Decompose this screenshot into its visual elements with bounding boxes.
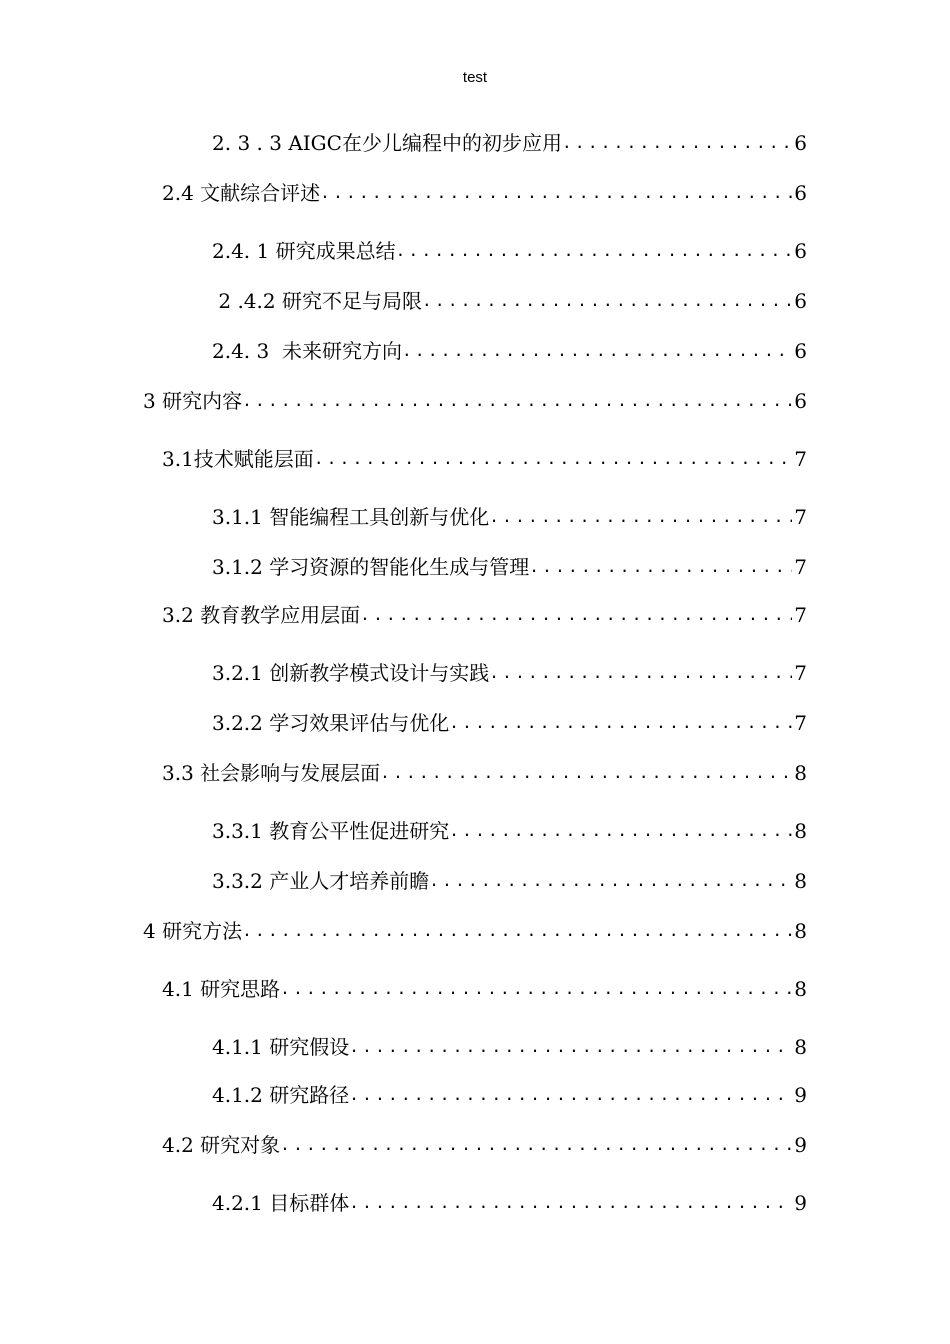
toc-dot-leader: [360, 602, 792, 628]
toc-entry[interactable]: [212, 706, 807, 736]
toc-entry[interactable]: [212, 1078, 807, 1108]
toc-entry-title: 4.1.2 研究路径: [212, 1083, 350, 1107]
toc-entry-title: 3.2.1 创新教学模式设计与实践: [212, 661, 490, 685]
toc-page-number: 8: [794, 919, 807, 943]
toc-dot-leader: [429, 868, 792, 894]
toc-entry[interactable]: [212, 864, 807, 894]
toc-page-number: 7: [794, 661, 807, 685]
toc-entry[interactable]: [212, 334, 807, 364]
toc-dot-leader: [396, 238, 793, 264]
toc-entry-title: 3.1.1 智能编程工具创新与优化: [212, 505, 490, 529]
toc-page-number: 6: [794, 131, 807, 155]
toc-entry-title: 3.2.2 学习效果评估与优化: [212, 711, 450, 735]
toc-dot-leader: [380, 760, 792, 786]
toc-entry-title: 3.3.2 产业人才培养前瞻: [212, 869, 430, 893]
toc-entry[interactable]: [212, 656, 807, 686]
toc-page-number: 9: [794, 1083, 807, 1107]
toc-page-number: 8: [794, 869, 807, 893]
toc-entry[interactable]: [143, 384, 807, 414]
toc-dot-leader: [422, 288, 792, 314]
toc-entry[interactable]: [212, 500, 807, 530]
toc-page-number: 8: [794, 977, 807, 1001]
toc-dot-leader: [349, 1082, 792, 1108]
page-header: test: [462, 69, 488, 86]
toc-dot-leader: [349, 1190, 792, 1216]
toc-page-number: 6: [794, 289, 807, 313]
toc-entry-title: 4.2 研究对象: [162, 1133, 281, 1157]
toc-dot-leader: [280, 1132, 792, 1158]
toc-entry[interactable]: [162, 598, 807, 628]
toc-entry-title: 3.1.2 学习资源的智能化生成与管理: [212, 555, 530, 579]
toc-dot-leader: [489, 504, 792, 530]
toc-entry-title: 3.2 教育教学应用层面: [162, 603, 361, 627]
toc-entry[interactable]: [212, 814, 807, 844]
toc-entry-title: 3.3.1 教育公平性促进研究: [212, 819, 450, 843]
toc-entry[interactable]: [162, 1128, 807, 1158]
toc-page-number: 7: [794, 447, 807, 471]
toc-entry[interactable]: [162, 442, 807, 472]
toc-dot-leader: [489, 660, 792, 686]
toc-entry-title: 4.2.1 目标群体: [212, 1191, 350, 1215]
toc-page-number: 6: [794, 181, 807, 205]
toc-page-number: 7: [794, 555, 807, 579]
toc-entry-title: 3.3 社会影响与发展层面: [162, 761, 381, 785]
toc-entry[interactable]: [162, 972, 807, 1002]
toc-dot-leader: [402, 338, 792, 364]
toc-entry-title: 3.1技术赋能层面: [162, 447, 314, 471]
toc-dot-leader: [449, 710, 792, 736]
toc-dot-leader: [242, 388, 792, 414]
toc-page-number: 6: [794, 239, 807, 263]
toc-page-number: 6: [794, 389, 807, 413]
toc-entry[interactable]: [162, 756, 807, 786]
toc-entry[interactable]: [212, 1186, 807, 1216]
toc-entry-title: 2. 3 . 3 AIGC在少儿编程中的初步应用: [212, 131, 562, 155]
toc-dot-leader: [349, 1034, 792, 1060]
toc-page-number: 7: [794, 711, 807, 735]
toc-entry[interactable]: [212, 284, 807, 314]
toc-dot-leader: [320, 180, 792, 206]
toc-entry-title: 2.4. 1 研究成果总结: [212, 239, 396, 263]
toc-entry-title: 4.1 研究思路: [162, 977, 281, 1001]
toc-page-number: 6: [794, 339, 807, 363]
toc-entry[interactable]: [212, 234, 807, 264]
toc-entry[interactable]: [212, 550, 807, 580]
toc-dot-leader: [562, 130, 792, 156]
toc-entry-title: 4 研究方法: [143, 919, 243, 943]
toc-entry-title: 3 研究内容: [143, 389, 243, 413]
toc-page-number: 9: [794, 1133, 807, 1157]
toc-dot-leader: [449, 818, 792, 844]
toc-page-number: 8: [794, 819, 807, 843]
toc-page-number: 8: [794, 1035, 807, 1059]
toc-entry-title: 2.4. 3 未来研究方向: [212, 339, 402, 363]
toc-dot-leader: [280, 976, 792, 1002]
toc-entry[interactable]: [212, 126, 807, 156]
toc-page-number: 7: [794, 505, 807, 529]
toc-entry[interactable]: [162, 176, 807, 206]
toc-entry-title: 4.1.1 研究假设: [212, 1035, 350, 1059]
toc-dot-leader: [529, 554, 792, 580]
toc-page-number: 9: [794, 1191, 807, 1215]
toc-entry-title: 2 .4.2 研究不足与局限: [212, 289, 422, 313]
toc-entry[interactable]: [143, 914, 807, 944]
toc-entry-title: 2.4 文献综合评述: [162, 181, 321, 205]
toc-page-number: 8: [794, 761, 807, 785]
toc-dot-leader: [314, 446, 792, 472]
toc-entry[interactable]: [212, 1030, 807, 1060]
toc-page-number: 7: [794, 603, 807, 627]
toc-dot-leader: [242, 918, 792, 944]
